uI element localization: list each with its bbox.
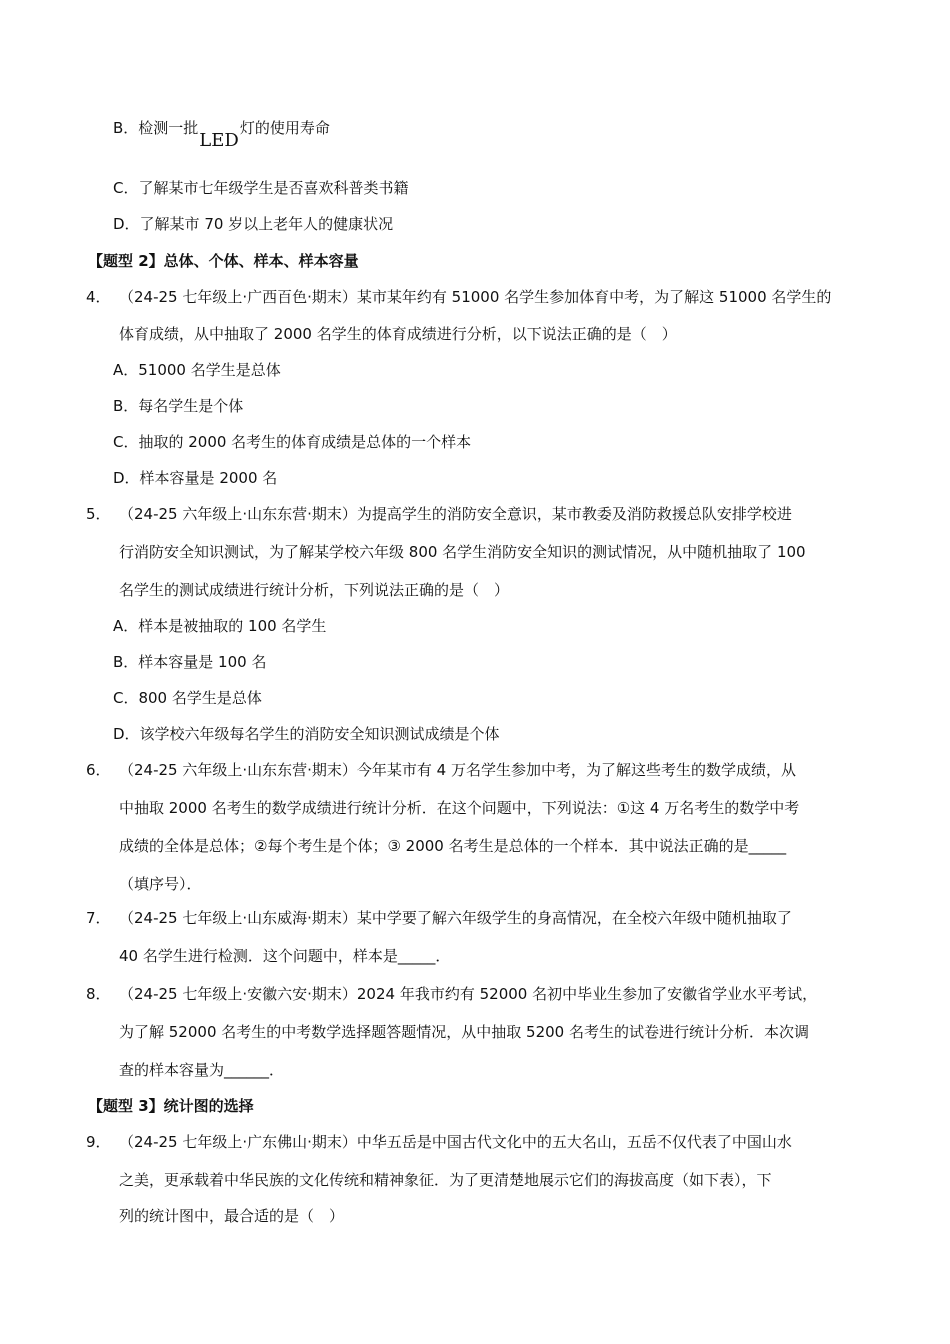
q6-stem-line-3: 成绩的全体是总体；②每个考生是个体；③ 2000 名考生是总体的一个样本．其中说法正确的是_____ xyxy=(119,837,787,855)
q3-option-b-prefix: B．检测一批 xyxy=(113,119,199,137)
q5-stem-line-3: 名学生的测试成绩进行统计分析，下列说法正确的是（ ） xyxy=(119,581,510,599)
q9-stem-line-2: 之美，更承载着中华民族的文化传统和精神象征．为了更清楚地展示它们的海拔高度（如下表），下 xyxy=(119,1171,772,1189)
q4-number: 4． xyxy=(86,288,111,306)
q7-number: 7． xyxy=(86,909,111,927)
q7-stem-line-2: 40 名学生进行检测．这个问题中，样本是_____． xyxy=(119,947,451,965)
q5-stem-line-1: （24-25 六年级上·山东东营·期末）为提高学生的消防安全意识，某市教委及消防救援总队安排学校进 xyxy=(119,505,792,523)
q5-option-b: B．样本容量是 100 名 xyxy=(113,653,267,671)
q9-number: 9． xyxy=(86,1133,111,1151)
q9-stem-line-1: （24-25 七年级上·广东佛山·期末）中华五岳是中国古代文化中的五大名山，五岳不仅代表了中国山水 xyxy=(119,1133,792,1151)
q4-option-a: A．51000 名学生是总体 xyxy=(113,361,281,379)
q5-option-a: A．样本是被抽取的 100 名学生 xyxy=(113,617,327,635)
q3-option-d: D．了解某市 70 岁以上老年人的健康状况 xyxy=(113,215,394,233)
q4-stem-line-1: （24-25 七年级上·广西百色·期末）某市某年约有 51000 名学生参加体育中考，为了解这 51000 名学生的 xyxy=(119,288,832,306)
q4-option-b: B．每名学生是个体 xyxy=(113,397,244,415)
q6-number: 6． xyxy=(86,761,111,779)
q9-stem-line-3: 列的统计图中，最合适的是（ ） xyxy=(119,1207,345,1225)
section-3-heading: 【题型 3】统计图的选择 xyxy=(88,1097,254,1115)
q5-option-d: D．该学校六年级每名学生的消防安全知识测试成绩是个体 xyxy=(113,725,500,743)
q5-number: 5． xyxy=(86,505,111,523)
q4-option-c: C．抽取的 2000 名考生的体育成绩是总体的一个样本 xyxy=(113,433,472,451)
q4-stem-line-2: 体育成绩，从中抽取了 2000 名学生的体育成绩进行分析，以下说法正确的是（ ） xyxy=(119,325,677,343)
q3-option-b-suffix: 灯的使用寿命 xyxy=(239,119,330,137)
q3-option-c: C．了解某市七年级学生是否喜欢科普类书籍 xyxy=(113,179,409,197)
q8-stem-line-1: （24-25 七年级上·安徽六安·期末）2024 年我市约有 52000 名初中毕业生参加了安徽省学业水平考试， xyxy=(119,985,818,1003)
q8-stem-line-3: 查的样本容量为______． xyxy=(119,1061,285,1079)
q3-option-b-led: LED xyxy=(199,130,239,151)
q6-stem-line-2: 中抽取 2000 名考生的数学成绩进行统计分析．在这个问题中，下列说法：①这 4 万名考生的数学中考 xyxy=(119,799,800,817)
q4-option-d: D．样本容量是 2000 名 xyxy=(113,469,278,487)
q6-stem-line-4: （填序号）． xyxy=(119,875,202,893)
q6-stem-line-1: （24-25 六年级上·山东东营·期末）今年某市有 4 万名学生参加中考，为了解这些考生的数学成绩，从 xyxy=(119,761,796,779)
q5-option-c: C．800 名学生是总体 xyxy=(113,689,262,707)
q3-option-b xyxy=(113,118,330,151)
q7-stem-line-1: （24-25 七年级上·山东威海·期末）某中学要了解六年级学生的身高情况，在全校六年级中随机抽取了 xyxy=(119,909,792,927)
section-2-heading: 【题型 2】总体、个体、样本、样本容量 xyxy=(88,252,359,270)
q8-stem-line-2: 为了解 52000 名考生的中考数学选择题答题情况，从中抽取 5200 名考生的试卷进行统计分析．本次调 xyxy=(119,1023,809,1041)
q5-stem-line-2: 行消防安全知识测试，为了解某学校六年级 800 名学生消防安全知识的测试情况，从中随机抽取了 100 xyxy=(119,543,806,561)
q8-number: 8． xyxy=(86,985,111,1003)
